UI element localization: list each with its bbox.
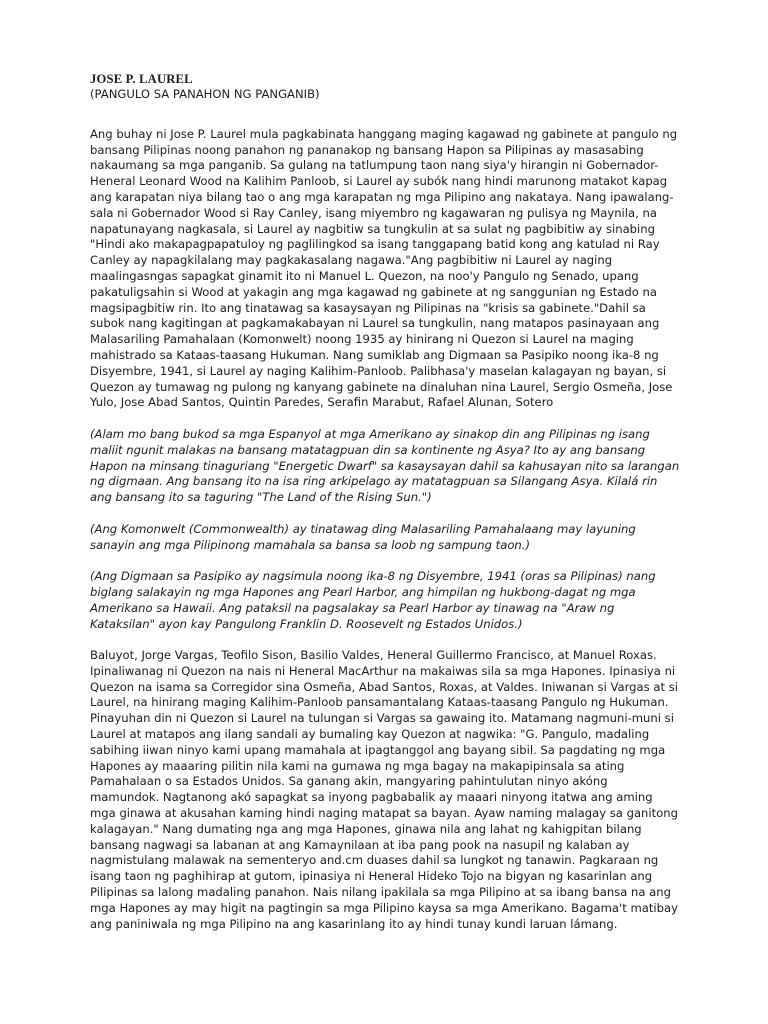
document-title: JOSE P. LAUREL: [90, 72, 193, 86]
paragraph-continuation: Baluyot, Jorge Vargas, Teofilo Sison, Basilio Valdes, Heneral Guillermo Francisco, at Manuel Roxas. Ipinaliwanag ni Quezon na nais ni Heneral MacArthur na makaiwas sila sa mga Hapones. Ipinasiya ni Quezon na isama sa Corregidor sina Osmeña, Abad Santos, Roxas, at Valdes. Iniwanan si Vargas at si Laurel, na hinirang maging Kalihim-Panloob pansamantalang Kataas-taasang Pangulo ng Hukuman. Pinayuhan din ni Quezon si Laurel na tulungan si Vargas sa gawaing ito. Matamang nagmuni-muni si Laurel at matapos ang ilang sandali ay bumaling kay Quezon at nagwika: "G. Pangulo, madaling sabihing iiwan ninyo kami upang mamahala at ipagtanggol ang bayang sibil. Sa pagdating ng mga Hapones ay maaaring pilitin nila kami na gumawa ng mga bagay na makapipinsala sa ating Pamahalaan o sa Estados Unidos. Sa ganang akin, mangyaring pahintulutan ninyo akóng mamundok. Nagtanong akó sapagkat sa inyong pagbabalik ay maaari ninyong itatwa ang aming mga ginawa at akusahan kaming hindi naging matapat sa bayan. Ayaw naming malagay sa ganitong kalagayan." Nang dumating nga ang mga Hapones, ginawa nila ang lahat ng kahigpitan bilang bansang nagwagi sa labanan at ang Kamaynilaan at iba pang pook na nasupil ng kalaban ay nagmistulang malawak na sementeryo and.cm duases dahil sa lungkot ng tanawin. Pagkaraan ng isang taon ng paghihirap at gutom, ipinasiya ni Heneral Hideko Tojo na bigyan ng kasarinlan ang Pilipinas sa lalong madaling panahon. Nais nilang ipakilala sa mga Pilipino at sa ibang bansa na ang mga Hapones ay may higit na pagtingin sa mga Pilipino kaysa sa mga Amerikano. Bagama't matibay ang paniniwala ng mga Pilipino na ang kasarinlang ito ay hindi tunay kundi laruan lámang.: [90, 648, 678, 931]
document-subtitle: (PANGULO SA PANAHON NG PANGANIB): [90, 87, 320, 101]
document-body: [90, 71, 680, 948]
paragraph-biography: Ang buhay ni Jose P. Laurel mula pagkabinata hanggang maging kagawad ng gabinete at pangulo ng bansang Pilipinas noong panahon ng pananakop ng bansang Hapon sa Pilipinas ay masasabing nakaumang sa mga panganib. Sa gulang na tatlumpung taon nang siya'y hirangin ni Gobernador-Heneral Leonard Wood na Kalihim Panloob, si Laurel ay subók nang hindi marunong matakot kapag ang karapatan niya bilang tao o ang mga karapatan ng mga Pilipino ang nakataya. Nang ipawalang-sala ni Gobernador Wood si Ray Canley, isang miyembro ng kagawaran ng pulisya ng Maynila, na napatunayang nagkasala, si Laurel ay nagbitiw sa tungkulin at sa sulat ng pagbibitiw ay sinabing "Hindi ako makapagpapatuloy ng paglilingkod sa isang tanggapang batid kong ang katulad ni Ray Canley ay napagkilalang may pagkakasalang nagawa."Ang pagbibitiw ni Laurel ay naging maalingasngas sapagkat ginamit ito ni Manuel L. Quezon, na noo'y Pangulo ng Senado, upang pakatuligsahin si Wood at yakagin ang mga kagawad ng gabinete at ng sanggunian ng Estado na magsipagbitiw rin. Ito ang tinatawag sa kasaysayan ng Pilipinas na "krisis sa gabinete."Dahil sa subok nang kagitingan at pagkamakabayan ni Laurel sa tungkulin, nang matapos pasinayaan ang Malasariling Pamahalaan (Komonwelt) noong 1935 ay hinirang ni Quezon si Laurel na maging mahistrado sa Kataas-taasang Hukuman. Nang sumiklab ang Digmaan sa Pasipiko noong ika-8 ng Disyembre, 1941, si Laurel ay naging Kalihim-Panloob. Palibhasa'y maselan kalagayan ng bayan, si Quezon ay tumawag ng pulong ng kanyang gabinete na dinaluhan nina Laurel, Sergio Osmeña, Jose Yulo, Jose Abad Santos, Quintin Paredes, Serafin Marabut, Rafael Alunan, Sotero: [90, 126, 678, 410]
paragraph-note-commonwealth: (Ang Komonwelt (Commonwealth) ay tinatawag ding Malasariling Pamahalaang may layuning sanayin ang mga Pilipinong mamahala sa bansa sa loob ng sampung taon.): [90, 521, 636, 552]
paragraph-note-pacific-war: (Ang Digmaan sa Pasipiko ay nagsimula noong ika-8 ng Disyembre, 1941 (oras sa Pilipinas) nang biglang salakayin ng mga Hapones ang Pearl Harbor, ang himpilan ng hukbong-dagat ng mga Amerikano sa Hawaii. Ang pataksil na pagsalakay sa Pearl Harbor ay tinawag na "Araw ng Kataksilan" ayon kay Pangulong Franklin D. Roosevelt ng Estados Unidos.): [90, 569, 656, 631]
paragraph-note-japan: (Alam mo bang bukod sa mga Espanyol at mga Amerikano ay sinakop din ang Pilipinas ng isang maliit ngunit malakas na bansang matatagpuan din sa kontinente ng Asya? Ito ay ang bansang Hapon na minsang tinaguriang "Energetic Dwarf" sa kasaysayan dahil sa kahusayan nito sa larangan ng digmaan. Ang bansang ito na isa ring arkipelago ay matatagpuan sa Silangang Asya. Kilalá rin ang bansang ito sa taguring "The Land of the Rising Sun."): [90, 426, 680, 505]
